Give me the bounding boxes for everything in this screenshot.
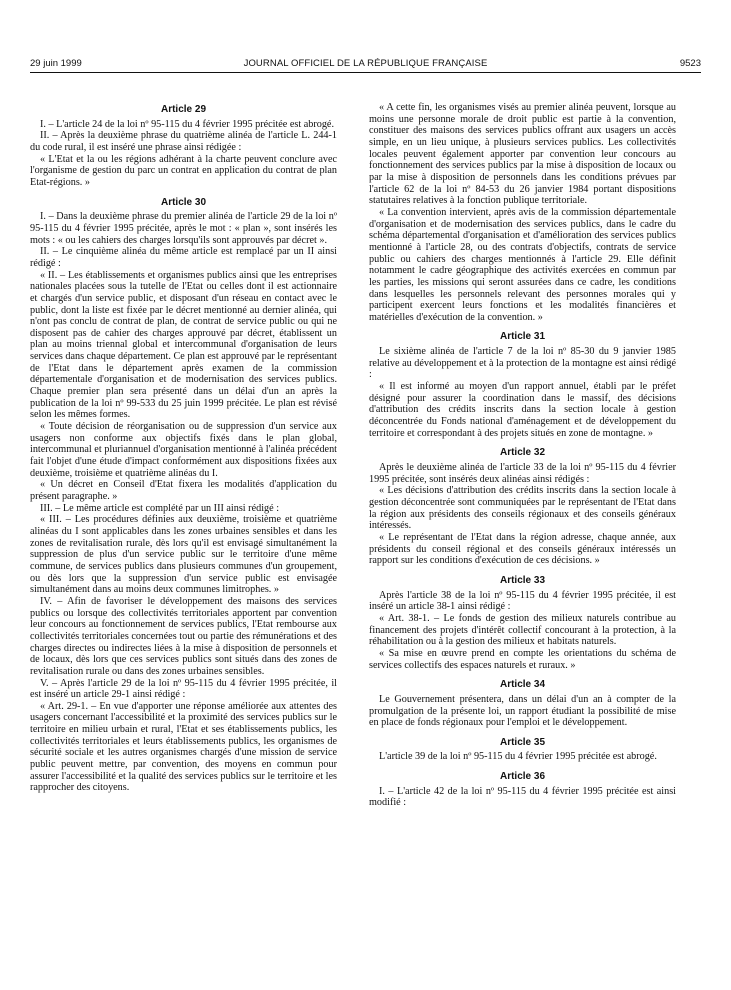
paragraph: II. – Après la deuxième phrase du quatrième alinéa de l'article L. 244-1 du code rural, il est inséré une phrase ainsi rédigée : — [30, 130, 337, 153]
paragraph: III. – Le même article est complété par un III ainsi rédigé : — [40, 502, 280, 514]
article-heading: Article 29 — [160, 104, 207, 115]
article-heading: Article 34 — [499, 679, 546, 691]
article-heading: Article 31 — [499, 331, 546, 343]
paragraph: L'article 39 de la loi nº 95-115 du 4 février 1995 précitée est abrogé. — [379, 751, 657, 763]
paragraph: « A cette fin, les organismes visés au premier alinéa peuvent, lorsque au moins une personne morale de droit public est partie à la convention, constituer des maisons des services publics offrant aux usagers un accès simple, en un lieu unique, à plusieurs services publics. Les collectivités locales peuvent également apporter par convention leur concours au fonctionnement des services publics par la mise à disposition de locaux ou par la mise à disposition de personnels dans les conditions prévues par l'article 62 de la loi nº 84-53 du 26 janvier 1984 portant dispositions statutaires relatives à la fonction publique territoriale. — [369, 102, 676, 207]
paragraph: « II. – Les établissements et organismes publics ainsi que les entreprises nationales placées sous la tutelle de l'Etat ou celles dont il est actionnaire et chargés d'un service public, et disposant d'un réseau en contact avec le public, dont la liste est fixée par le décret mentionné au dernier alinéa, qui n'ont pas conclu de contrat de plan, de contrat de service public ou qui ne disposent pas de cahier des charges approuvé par décret, établissent un plan au moins triennal global et intercommunal d'organisation de leurs services dans chaque département. Ce plan est approuvé par le représentant de l'Etat dans le département après examen de la commission départementale d'organisation et de modernisation des services publics. Chaque premier plan sera présenté dans un délai d'un an après la publication de la loi nº 99-533 du 25 juin 1999 précitée. Le plan est révisé selon les mêmes formes. — [30, 269, 337, 421]
page-header — [30, 58, 701, 72]
paragraph: « Le représentant de l'Etat dans la région adresse, chaque année, aux présidents du conseil régional et des conseils généraux intéressés un rapport sur les conditions d'exécution de ces décisions. » — [369, 531, 676, 567]
article-heading: Article 36 — [499, 771, 546, 783]
paragraph: « III. – Les procédures définies aux deuxième, troisième et quatrième alinéas du I sont applicables dans les zones urbaines sensibles et dans les zones de revitalisation rurale, dès lors qu'il est envisagé simultanément la suppression de plus d'un service public sur le territoire d'une même commune, de services publics dans plusieurs communes d'un groupement, ou dès lors que la suppression d'un service public est envisagée simultanément dans au moins deux communes limitrophes. » — [30, 514, 337, 596]
paragraph: « Art. 38-1. – Le fonds de gestion des milieux naturels contribue au financement des projets d'intérêt collectif concourant à la protection, à la réhabilitation ou à la gestion des milieux et habitats naturels. — [369, 612, 676, 648]
paragraph: II. – Le cinquième alinéa du même article est remplacé par un II ainsi rédigé : — [30, 246, 337, 269]
paragraph: Après le deuxième alinéa de l'article 33 de la loi nº 95-115 du 4 février 1995 précitée, sont insérés deux alinéas ainsi rédigés : — [369, 462, 676, 485]
journal-title: JOURNAL OFFICIEL DE LA RÉPUBLIQUE FRANÇAISE — [243, 58, 488, 69]
paragraph: I. – L'article 42 de la loi nº 95-115 du 4 février 1995 précitée est ainsi modifié : — [369, 785, 676, 809]
paragraph: « Sa mise en œuvre prend en compte les orientations du schéma de services collectifs des espaces naturels et ruraux. » — [369, 647, 676, 671]
paragraph: IV. – Afin de favoriser le développement des maisons des services publics ou lorsque des collectivités territoriales apportent par convention leur concours au fonctionnement de services publics, l'Etat rembourse aux collectivités territoriales concernées tout ou partie des rémunérations et des charges directes ou indirectes liées à la mise à disposition de personnels et de locaux, dès lors que ces services publics sont situés dans des zones de revitalisation rurale ou dans des zones urbaines sensibles. — [30, 595, 337, 677]
page-number: 9523 — [679, 58, 701, 69]
paragraph: « Toute décision de réorganisation ou de suppression d'un service aux usagers non conforme aux objectifs fixés dans le plan global, intercommunal et pluriannuel d'organisation mentionné à l'alinéa précédent fait l'objet d'une étude d'impact conformément aux dispositions fixées aux deuxième, troisième et quatrième alinéas du I. — [30, 421, 337, 479]
paragraph: I. – L'article 24 de la loi nº 95-115 du 4 février 1995 précitée est abrogé. — [40, 118, 335, 130]
paragraph: I. – Dans la deuxième phrase du premier alinéa de l'article 29 de la loi nº 95-115 du 4 février 1995 précitée, après le mot : « plan », sont insérés les mots : « ou les cahiers des charges lorsqu'ils sont approuvés par décret ». — [30, 211, 337, 246]
paragraph: Le Gouvernement présentera, dans un délai d'un an à compter de la promulgation de la présente loi, un rapport étudiant la possibilité de mise en place de fonds régionaux pour l'emploi et le développement. — [369, 693, 676, 729]
header-rule — [30, 72, 701, 73]
paragraph: « Un décret en Conseil d'Etat fixera les modalités d'application du présent paragraphe. » — [30, 479, 337, 502]
article-heading: Article 30 — [160, 196, 207, 208]
article-heading: Article 35 — [499, 736, 546, 748]
article-heading: Article 33 — [499, 574, 546, 586]
right-column — [369, 102, 676, 809]
paragraph: « L'Etat et la ou les régions adhérant à la charte peuvent conclure avec l'organisme de gestion du parc un contrat en application du contrat de plan Etat-régions. » — [30, 153, 337, 188]
paragraph: « Les décisions d'attribution des crédits inscrits dans la section locale à gestion déconcentrée sont communiquées par le représentant de l'Etat dans la région aux présidents des conseils régionaux et des conseils généraux intéressés. — [369, 485, 676, 532]
paragraph: « Il est informé au moyen d'un rapport annuel, établi par le préfet désigné pour assurer la coordination dans le massif, des décisions d'attribution des crédits inscrits dans la section locale à gestion déconcentrée du Fonds national d'aménagement et de développement du territoire et correspondant à des projets situés en zone de montagne. » — [369, 381, 676, 439]
paragraph: Après l'article 38 de la loi nº 95-115 du 4 février 1995 précitée, il est inséré un article 38-1 ainsi rédigé : — [369, 589, 676, 613]
left-column — [30, 102, 337, 794]
paragraph: « Art. 29-1. – En vue d'apporter une réponse améliorée aux attentes des usagers concernant l'accessibilité et la proximité des services publics sur le territoire en milieu urbain et rural, l'Etat et ses établissements publics, les collectivités territoriales et leurs établissements publics, les organismes de sécurité sociale et les autres organismes chargés d'une mission de service public peuvent mettre, par convention, des moyens en commun pour assurer l'accessibilité et la qualité des services publics sur le territoire et les rapprocher des citoyens. — [30, 700, 337, 794]
paragraph: V. – Après l'article 29 de la loi nº 95-115 du 4 février 1995 précitée, il est inséré un article 29-1 ainsi rédigé : — [30, 677, 337, 701]
paragraph: Le sixième alinéa de l'article 7 de la loi nº 85-30 du 9 janvier 1985 relative au développement et à la protection de la montagne est ainsi rédigé : — [369, 346, 676, 381]
header-date: 29 juin 1999 — [30, 58, 82, 69]
paragraph: « La convention intervient, après avis de la commission départementale d'organisation et de modernisation des services publics, dans le cadre du schéma départemental d'organisation et d'amélioration des services publics mentionné à l'article 28, ou des contrats d'objectifs, contrats de service public ou cahiers des charges mentionnés à l'article 29. Elle définit notamment le cadre géographique des activités exercées en commun par les parties, les missions qui seront assurées dans ce cadre, les conditions dans lesquelles les personnels relevant des personnes morales qui y participent exercent leurs fonctions et les modalités financières et matérielles d'exécution de la convention. » — [369, 206, 676, 323]
article-heading: Article 32 — [499, 447, 546, 459]
